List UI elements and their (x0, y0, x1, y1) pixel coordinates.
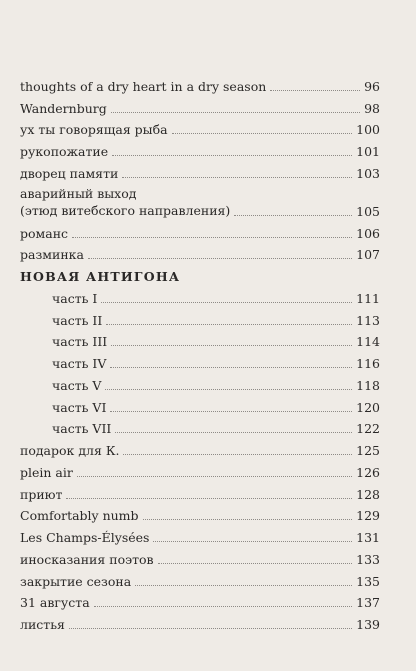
entry-title: листья (20, 617, 65, 632)
toc-subentry (20, 349, 380, 371)
leader-dots (111, 112, 360, 113)
part-title: часть III (52, 334, 108, 350)
toc-entry (20, 545, 380, 567)
entry-title: 31 августа (20, 595, 90, 611)
toc-entry (20, 458, 380, 480)
entry-title: plein air (20, 464, 73, 480)
part-page: 120 (356, 399, 380, 415)
part-page: 122 (356, 421, 380, 437)
leader-dots (135, 585, 352, 586)
leader-dots (123, 454, 352, 455)
section-heading: НОВАЯ АНТИГОНА (20, 269, 181, 284)
entry-page: 125 (356, 443, 380, 458)
entry-page: 137 (356, 595, 380, 611)
entry-title: романс (20, 225, 69, 241)
leader-dots (115, 432, 352, 433)
toc-entry (20, 181, 380, 219)
entry-title-line1: аварийный выход (20, 185, 137, 201)
leader-dots (110, 411, 352, 412)
toc-entry (20, 589, 380, 611)
entry-page: 133 (356, 551, 380, 567)
leader-dots (111, 345, 352, 346)
table-of-contents (20, 72, 380, 632)
leader-dots (172, 133, 353, 134)
part-page: 111 (356, 290, 380, 306)
entry-page: 105 (356, 203, 380, 219)
part-page: 116 (356, 356, 380, 371)
part-title: часть VII (52, 421, 112, 437)
leader-dots (72, 237, 352, 238)
part-page: 118 (356, 377, 380, 393)
entry-title: Wandernburg (20, 100, 107, 116)
part-title: часть IV (52, 356, 107, 371)
entry-page: 100 (356, 122, 380, 138)
entry-title: thoughts of a dry heart in a dry season (20, 78, 267, 94)
entry-page: 131 (356, 530, 380, 545)
leader-dots (143, 519, 353, 520)
entry-title-line2: (этюд витебского направления) (20, 202, 231, 218)
leader-dots (153, 541, 352, 542)
leader-dots (270, 90, 360, 91)
toc-entry (20, 72, 380, 94)
entry-page: 103 (356, 165, 380, 181)
leader-dots (101, 302, 352, 303)
leader-dots (69, 628, 352, 629)
toc-entry (20, 94, 380, 116)
leader-dots (94, 606, 352, 607)
entry-page: 96 (364, 78, 380, 94)
toc-entry (20, 116, 380, 138)
toc-entry (20, 137, 380, 159)
toc-entry (20, 159, 380, 181)
toc-entry (20, 219, 380, 241)
entry-page: 101 (356, 144, 380, 159)
toc-entry (20, 436, 380, 458)
entry-title: рукопожатие (20, 144, 109, 159)
entry-page: 128 (356, 486, 380, 502)
toc-entry (20, 523, 380, 545)
toc-entry (20, 610, 380, 632)
entry-page: 135 (356, 573, 380, 589)
entry-title: Comfortably numb (20, 508, 139, 524)
entry-page: 129 (356, 508, 380, 524)
entry-page: 139 (356, 617, 380, 632)
entry-title: подарок для К. (20, 443, 120, 458)
leader-dots (88, 258, 352, 259)
entry-title: закрытие сезона (20, 573, 132, 589)
entry-title: приют (20, 486, 63, 502)
entry-title: дворец памяти (20, 165, 119, 181)
entry-title (20, 185, 234, 219)
toc-entry (20, 567, 380, 589)
part-title: часть II (52, 312, 103, 328)
leader-dots (158, 563, 353, 564)
leader-dots (105, 389, 352, 390)
entry-page: 107 (356, 247, 380, 263)
entry-title: разминка (20, 247, 84, 263)
toc-subentry (20, 284, 380, 306)
toc-subentry (20, 306, 380, 328)
leader-dots (122, 177, 352, 178)
toc-entry (20, 480, 380, 502)
leader-dots (66, 498, 352, 499)
entry-title: ух ты говорящая рыба (20, 122, 168, 138)
entry-page: 98 (364, 100, 380, 116)
part-page: 114 (356, 334, 380, 350)
leader-dots (77, 476, 352, 477)
toc-subentry (20, 393, 380, 415)
part-title: часть VI (52, 399, 107, 415)
leader-dots (110, 367, 352, 368)
entry-title: иносказания поэтов (20, 551, 154, 567)
toc-subentry (20, 415, 380, 437)
part-title: часть V (52, 377, 102, 393)
part-title: часть I (52, 290, 98, 306)
leader-dots (234, 215, 352, 216)
part-page: 113 (356, 312, 380, 328)
toc-entry (20, 241, 380, 263)
entry-page: 106 (356, 225, 380, 241)
leader-dots (112, 155, 352, 156)
leader-dots (106, 324, 352, 325)
entry-page: 126 (356, 464, 380, 480)
toc-subentry (20, 371, 380, 393)
entry-title: Les Champs-Élysées (20, 530, 150, 545)
toc-subentry (20, 328, 380, 350)
toc-entry (20, 502, 380, 524)
